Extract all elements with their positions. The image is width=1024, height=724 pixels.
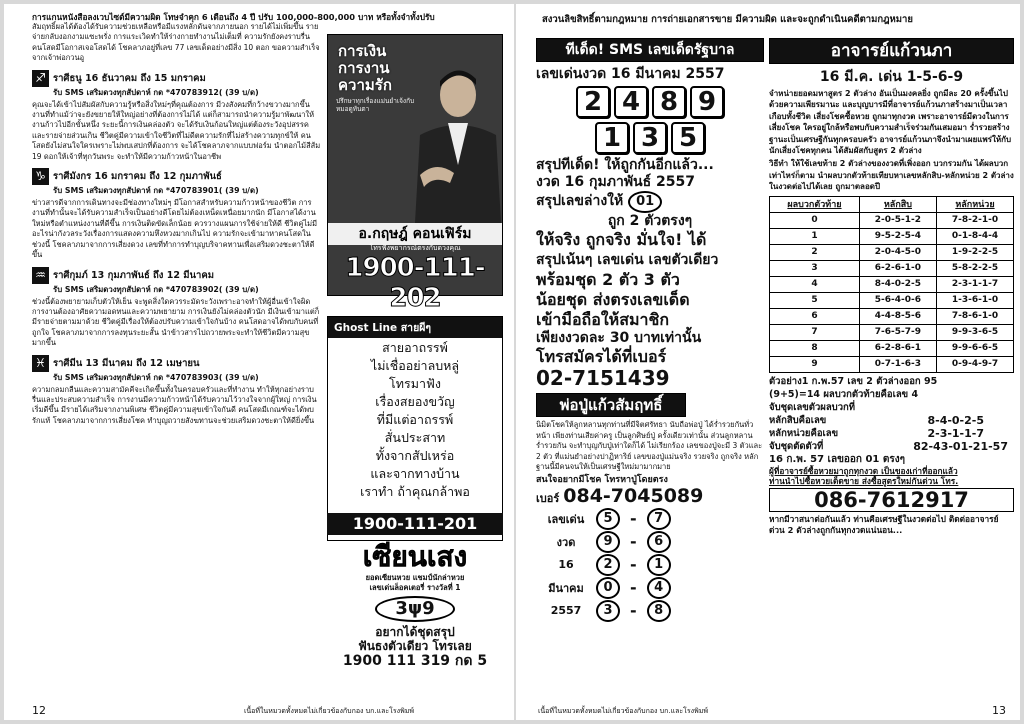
sms-header: ทีเด็ด! SMS เลขเด็ดรัฐบาล [536,38,764,62]
lucky-digit: 1 [595,122,629,154]
zodiac-icon: ♑ [32,168,49,185]
sms-phone: 02-7151439 [536,366,670,390]
poopu-header: พ่อปู่แก้วสัมฤทธิ์ [536,393,686,417]
table-cell: 9 [770,356,860,372]
left-page [4,4,514,720]
digits-row-1 [536,86,764,118]
table-cell: 1 [770,228,860,244]
pair-digit-a: 2 [596,554,620,576]
right-page [516,4,1020,720]
zodiac-title: ราศีธนู 16 ธันวาคม ถึง 15 มกราคม [53,72,206,84]
pair-dash: - [630,532,637,552]
pair-label: มีนาคม [548,581,584,595]
lucky-digit: 3 [633,122,667,154]
ajarn-closing: หากมีวาสนาต่อกันแล้ว ท่านคือเศรษฐีในงวดต่อไป ติดต่ออาจารย์ด่วน 2 ตัวล่างถูกกันทุกงวดแน่นอน... [769,514,999,536]
table-row [770,308,1014,324]
lucky-digit: 9 [690,86,724,118]
formula-table [769,196,1014,373]
ajarn-header: อาจารย์แก้วนภา [769,38,1014,64]
apply-line: โทรสมัครได้ที่เบอร์ [536,347,667,366]
poopu-call: สนใจอยากมีโชค โทรหาปู่โดยตรง [536,474,668,485]
sian-seng-ad [327,541,503,691]
poopu-phone-row [536,485,764,507]
table-cell: 3 [770,260,860,276]
example-line-7: 16 ก.พ. 57 เลขออก 01 ตรงๆ [769,453,905,465]
table-cell: 2-3-1-1-7 [936,276,1013,292]
sian-brand: เซียนเสง [362,540,468,573]
astrologer-name: อ.กฤษฎ์ คอนเฟิร์ม [328,223,502,245]
zodiac-heading [32,267,322,284]
table-header-cell: หลักสิบ [859,196,936,212]
sian-call2: ฟันธงตัวเดียว โทรเลย [358,639,472,653]
pair-dash: - [630,509,637,529]
pair-dash: - [630,555,637,575]
zodiac-heading [32,70,322,87]
date-line: งวด 16 กุมภาพันธ์ 2557 [536,174,695,190]
table-cell: 8 [770,340,860,356]
zodiac-icon: ♓ [32,355,49,372]
example-value: 82-43-01-21-57 [913,439,1008,453]
example-value: 2-3-1-1-7 [927,426,984,440]
zodiac-body: ความกลมกลืนและความสามัคคีจะเกิดขึ้นทั้งในครอบครัวและที่ทำงาน ทำให้ทุกอย่างราบรื่นและประสบความสำเร็จ การงานมีความก้าวหน้าได้รับความไว้วางใจจากผู้ใหญ่ การเงินเริ่มดีขึ้น มีรายได้เสริมจากงานพิเศษ ชีวิตคู่มีความสุขเข้าใจกันดี คนโสดมีเกณฑ์จะได้พบรักแท้ โชคลาภมาจากการเสี่ยงโชค ทำบุญถวายสังฆทานจะช่วยเสริมดวงชะตาให้ดียิ่งขึ้น [32,384,317,425]
digits-row-2 [536,122,764,154]
zodiac-heading [32,355,322,372]
zodiac-entry [32,267,322,349]
sian-phone: 1900 111 319 กด 5 [342,653,488,669]
zodiac-body: คุณจะได้เข้าไปสัมผัสกับความรู้หรือสิ่งใหม่ๆที่คุณต้องการ มีวงสังคมที่กว้างขวางมากขึ้น งานที่ทำแม้ว่าจะยังขยายให้ใหญ่อย่างที่ต้องการไม่ได้ แต่ก็สามารถนำความรู้มาพัฒนาให้งานก้าวไปอีกขั้นหนึ่ง ระยะนี้การเงินคล่องตัว จะได้รับเงินก้อนใหญ่แต่ต้องระวังอุปสรรคและรายจ่ายส่วนเกิน ชีวิตคู่มีความเข้าใจชีวิตที่ไม่ดีตความรักที่ไม่สร้างความทุกข์ให้ คนโสดยังไม่สนใจใครเพราะไม่พบเสปกที่ต้องการ จะได้โชคลาภจากแบบฟอร์ม นำตอกไม้สีส้ม 19 ดอกให้เจ้าที่ทุกวันพระ จะทำให้มีความก้าวหน้าในอาชีพ [32,99,321,161]
ghost-phone: 1900-111-201 [327,513,503,535]
example-line-5 [769,427,1014,440]
sian-tagline2: เลขเด่นล็อคเตอรี่ รางวัลที่ 1 [369,583,461,592]
summary-line: สรุปทีเด็ด! ให้ถูกกันอีกแล้ว... [536,157,714,173]
pair-label: เลขเด่น [547,512,585,526]
zodiac-icon: ♒ [32,267,49,284]
table-row [770,324,1014,340]
pair-row [536,507,764,530]
zodiac-body: ช่วงนี้ต้องพยายามเก็บตัวให้เย็น จะพูดสิ่งใดควรระมัดระวังเพราะอาจทำให้ผู้อื่นเข้าใจผิด การงานต้องอาศัยความอดทนและความพยายาม การเงินยังไม่คล่องตัวนัก มีเงินเข้ามาแต่ก็มีรายจ่ายตามมาด้วย ชีวิตคู่มีเรื่องให้ต้องปรับความเข้าใจกันบ้าง คนโสดอาจได้พบกับคนที่ถูกใจ โชคลาภมาจากการลงทุนระยะสั้น นำข้าวสารไปถวายพระจะทำให้ชีวิตมีความสุขมากขึ้น [32,296,320,348]
ghost-line: และจากทางบ้าน [370,466,460,481]
pair-digit-a: 9 [596,531,620,553]
pair-row [536,530,764,553]
send-line: น้อยชุด ส่งตรงเลขเด็ด [536,290,690,309]
ad-line: การงาน [338,59,390,77]
pair-label: งวด [556,535,576,549]
ad-tagline: ปรึกษาทุกเรื่องแม่นยำเจ้งกับหมอดูทันตา [336,97,415,113]
zodiac-entry [32,168,322,260]
pair-digit-b: 8 [647,600,671,622]
table-row [770,276,1014,292]
zodiac-entry [32,70,322,162]
ajarn-phone: 086-7612917 [769,488,1014,512]
pair-digit-b: 4 [647,577,671,599]
zodiac-icon: ♐ [32,70,49,87]
table-row [770,340,1014,356]
ajarn-method: วิธีทำ ให้ใช้เลขท้าย 2 ตัวล่างของงวดที่เพิ่งออก บวกรวมกัน ได้ผลบวกเท่าไหร่ก็ตาม นำผลบวกตัวท้ายเทียบหาเลขหลักสิบ-หลักหน่วย 2 ตัวล่าง ในงวดต่อไปได้เลย ถูกมาตลอดปี [769,159,1014,192]
table-cell: 5 [770,292,860,308]
table-header-cell: ผลบวกตัวท้าย [770,196,860,212]
zodiac-entry [32,355,322,427]
zodiac-list [32,70,322,427]
table-cell: 2 [770,244,860,260]
example-label: หลักหน่วยคือเลข [769,427,839,439]
promise-line: ให้จริง ถูกจริง มั่นใจ! ได้ [536,230,707,249]
table-cell: 4-4-8-5-6 [859,308,936,324]
example-label: จับชุดตัดตัวที่ [769,440,824,452]
pair-label: 2557 [550,604,582,618]
example-line-3: จับชุดเลขตัวผลบวกที่ [769,401,856,413]
pair-digit-b: 7 [647,508,671,530]
table-row [770,244,1014,260]
copyright-notice: การแกนหนังสือลงเวบไซต์มีความผิด โทษจำคุก 6 เดือนถึง 4 ปี ปรับ 100,000-800,000 บาท หรือทั้งจำทั้งปรับ [32,12,435,22]
ajarn-intro: จำหน่ายยอดมหาสูตร 2 ตัวล่าง อันเป็นมงคลยิ่ง ถูกมีละ 20 ครั้งขึ้นไป ด้วยความเพียรมานะ และบุญบารมีที่อาจารย์แก้วนภาสร้างมาเป็นเวลาเกือบทั้งชีวิต เสี่ยงโชคซื้อหวย ถูกมาทุกงวด เพราะอาจารย์มีดวงในการเสี่ยงโชค ใครอยู่ใกล้หรือพบกับความสำเร็จร่วมกันเสมอมา ร่ำรวยสร้างฐานะเป็นเศรษฐีกันทุกครอบครัว อาจารย์แก้วนภาจึงนำมาเผยแพร่ให้กับนักเสี่ยงโชคทุกคน ได้สัมผัสกับสูตร 2 ตัวล่าง [769,89,1012,156]
table-cell: 7-8-2-1-0 [936,212,1013,228]
table-cell: 6-2-6-1-0 [859,260,936,276]
poopu-phone-label: เบอร์ [536,492,560,506]
zodiac-title: ราศีกุมภ์ 13 กุมภาพันธ์ ถึง 12 มีนาคม [53,269,214,281]
zodiac-sms: รับ SMS เสริมดวงทุกสัปดาห์ กด *470783912( (39 บ/ด) [53,87,259,97]
sms-lottery-column [536,38,764,702]
money-ad [327,34,503,313]
lead-line: เลขเด่นงวด 16 มีนาคม 2557 [536,66,725,82]
table-cell: 6 [770,308,860,324]
pair-digit-a: 3 [596,600,620,622]
ghost-title: Ghost Line สายผีๆ [328,317,502,338]
sian-digits: 3ψ9 [375,596,455,622]
lower-digits-label: สรุปเลขล่างให้ [536,193,624,209]
table-header-cell: หลักหน่วย [936,196,1013,212]
table-row [770,356,1014,372]
poopu-phone: 084-7045089 [563,485,704,508]
example-line-8: ผู้ที่อาจารย์ซื้อหวยมาถูกทุกงวด เป็นของเก่าที่ออกแล้ว [769,465,958,476]
example-line-2: (9+5)=14 ผลบวกตัวท้ายคือเลข 4 [769,388,919,400]
page-footer: เนื้อที่ในหมวดทั้งหมดไม่เกี่ยวข้องกับกอง บก.และโรงพิมพ์ [538,707,708,715]
horoscope-column [32,22,322,700]
lower-digits-value: 01 [628,191,662,213]
table-row [770,292,1014,308]
table-cell: 1-3-6-1-0 [936,292,1013,308]
table-cell: 6-2-8-6-1 [859,340,936,356]
lucky-pairs [536,507,764,622]
pair-label: 16 [558,558,574,572]
pair-digit-b: 1 [647,554,671,576]
ghost-line: โทรมาฟัง [389,376,441,391]
pair-digit-a: 0 [596,577,620,599]
astrologer-photo [406,65,502,240]
lucky-digit: 4 [614,86,648,118]
table-cell: 2-0-5-1-2 [859,212,936,228]
table-cell: 0 [770,212,860,228]
ghost-line: สายอาถรรพ์ [382,340,448,355]
ghost-line-ad [327,316,503,541]
pair-row [536,599,764,622]
ghost-line: ทั้งจากสัปเหร่อ [375,448,455,463]
table-header-row [770,196,1014,212]
page-number: 13 [992,704,1006,717]
zodiac-body: ข่าวสารดีจากการเดินทางจะมีช่องทางใหม่ๆ มีโอกาสสำหรับความก้าวหน้าของชีวิต การงานที่ทำนั้นจะได้รับความสำเร็จเป็นอย่างดีโดยไม่ต้องเหน็ดเหนื่อยมากนัก มีโอกาสได้งานใหม่หรือตำแหน่งงานที่ดีขึ้น การเงินติดขัดเล็กน้อย ควรวางแผนการใช้จ่ายให้ดี ชีวิตคู่ไม่มีอะไรน่ากังวลระวังเรื่องการแสดงความหึงหวงมากเกินไป ความรักจะเข้ามาหาคนโสดในช่วงนี้ โชคลาภมาจากการเสี่ยงดวง เลขที่ทำการทำบุญบริจาคทานเพื่อเสริมดวงชะตาให้ดีขึ้น [32,198,318,260]
example-value: 8-4-0-2-5 [927,413,984,427]
table-cell: 4 [770,276,860,292]
pair-digit-b: 6 [647,531,671,553]
table-body [770,212,1014,372]
ghost-line: ไม่เชื่ออย่าลบหลู่ [370,358,460,373]
table-cell: 0-9-4-9-7 [936,356,1013,372]
lower-digits-line [536,191,764,213]
intro-paragraph: สัมฤทธิ์ผลได้ต้องได้รับความช่วยเหลือหรือมีแรงหลักดันจากภายนอก รายได้ไม่เพิ่มขึ้น รายจ่ายกลับงอกงามแซะพรั่ง การแระเวิดทำให้ร่างกายทำงานไม่เต็มที่ ความรักยังคงราบรื่น คนโสดมีโอกาสเจอโสดได้ โชคลาภอยู่ที่เลข 77 เลขเด็ดอย่างมีสิ่ง 10 ตอก ขอความสำเร็จจากเจ้าพ่อกวนอู [32,22,320,63]
sian-call: อยากได้ชุดสรุป [375,625,455,639]
pair-row [536,576,764,599]
ajarn-kaewnapa-column [769,38,1014,702]
table-cell: 1-9-2-2-5 [936,244,1013,260]
example-label: หลักสิบคือเลข [769,414,827,426]
ghost-line: ที่มีแต่อาถรรพ์ [376,412,454,427]
ad-phone: 1900-111-202 [345,253,485,313]
table-cell: 7-8-6-1-0 [936,308,1013,324]
example-line-4 [769,414,1014,427]
zodiac-sms: รับ SMS เสริมดวงทุกสัปดาห์ กด *470783901( (39 บ/ด) [53,186,259,196]
ghost-line: เราทำ ถ้าคุณกล้าพอ [360,484,470,499]
table-cell: 5-6-4-0-6 [859,292,936,308]
zodiac-sms: รับ SMS เสริมดวงทุกสัปดาห์ กด *470783902( (39 บ/ด) [53,284,259,294]
zodiac-title: ราศีมังกร 16 มกราคม ถึง 12 กุมภาพันธ์ [53,171,222,183]
lucky-digit: 5 [671,122,705,154]
ghost-line: เรื่องสยองขวัญ [375,394,455,409]
table-cell: 5-8-2-2-5 [936,260,1013,276]
table-cell: 0-7-1-6-3 [859,356,936,372]
pair-digit-a: 5 [596,508,620,530]
ad-headline [338,43,392,94]
mobile-line: เข้ามือถือให้สมาชิก [536,310,670,329]
example-line-6 [769,440,1014,453]
example-line-1: ตัวอย่าง1 ก.พ.57 เลข 2 ตัวล่างออก 95 [769,375,938,387]
table-cell: 7-6-5-7-9 [859,324,936,340]
table-row [770,260,1014,276]
table-cell: 8-4-0-2-5 [859,276,936,292]
pair-dash: - [630,601,637,621]
ad-subtitle: โทรฟังพยากรณ์ตรงกับดวงคุณ [369,244,461,252]
lucky-digit: 8 [652,86,686,118]
sian-tagline: ยอดเซียนหวย แชมป์นักล่าหวย [365,573,465,582]
ghost-lines [328,339,502,500]
pair-row [536,553,764,576]
copyright-notice: สงวนลิขสิทธิ์ตามกฎหมาย การถ่ายเอกสารขาย มีความผิด และจะถูกดำเนินคดีตามกฎหมาย [542,14,913,25]
ad-line: ความรัก [338,76,392,94]
ghost-line: สั่นประสาท [384,430,446,445]
zodiac-title: ราศีมีน 13 มีนาคม ถึง 12 เมษายน [53,357,200,369]
price-line: เพียงงวดละ 30 บาทเท่านั้น [536,330,702,346]
table-cell: 9-5-2-5-4 [859,228,936,244]
focus-line: สรุปเน้นๆ เลขเด่น เลขตัวเดียว [536,252,719,268]
zodiac-sms: รับ SMS เสริมดวงทุกสัปดาห์ กด *470783903( (39 บ/ด) [53,372,259,382]
set-line: พร้อมชุด 2 ตัว 3 ตัว [536,270,680,289]
table-cell: 9-9-3-6-5 [936,324,1013,340]
example-line-9: ท่านนำไปซื้อหวยเด็ดขาย ส่งซื้อสูตรใหม่กันด่วน โทร. [769,476,959,487]
ajarn-date-line: 16 มี.ค. เด่น 1-5-6-9 [819,69,964,85]
zodiac-heading [32,168,322,185]
table-cell: 0-1-8-4-4 [936,228,1013,244]
lucky-digit: 2 [576,86,610,118]
table-cell: 2-0-4-5-0 [859,244,936,260]
page-footer: เนื้อที่ในหมวดทั้งหมดไม่เกี่ยวข้องกับกอง บก.และโรงพิมพ์ [244,707,414,715]
page-number: 12 [32,704,46,717]
table-cell: 7 [770,324,860,340]
table-cell: 9-9-6-6-5 [936,340,1013,356]
table-row [770,212,1014,228]
ad-line: การเงิน [338,42,387,60]
poopu-body: นิมิตโชคให้ลูกหลานทุกท่านที่มีจิตศรัทธา นับถือพ่อปู่ ได้ร่ำรวยกันทั่วหน้า เพียงท่านเสียค่าครู เป็นลูกศิษย์ปู่ ครั้งเดียวเท่านั้น ส่วนลูกหลานร่ำรวยกัน จะทำบุญกับปู่เท่าใดก็ได้ ไม่เรียกร้อง เลขของปู่จะมี 3 ตัวและ 2 ตัว ที่แม่นยำอย่างปาฏิหาริย์ เลขของปู่แม่นจริง รวยจริง ถูกจริง หลักฐานนี้มีคนจนให้เป็นเศรษฐีใหม่มามากมาย [536,420,763,472]
hit-line: ถูก 2 ตัวตรงๆ [607,213,693,229]
table-row [770,228,1014,244]
pair-dash: - [630,578,637,598]
